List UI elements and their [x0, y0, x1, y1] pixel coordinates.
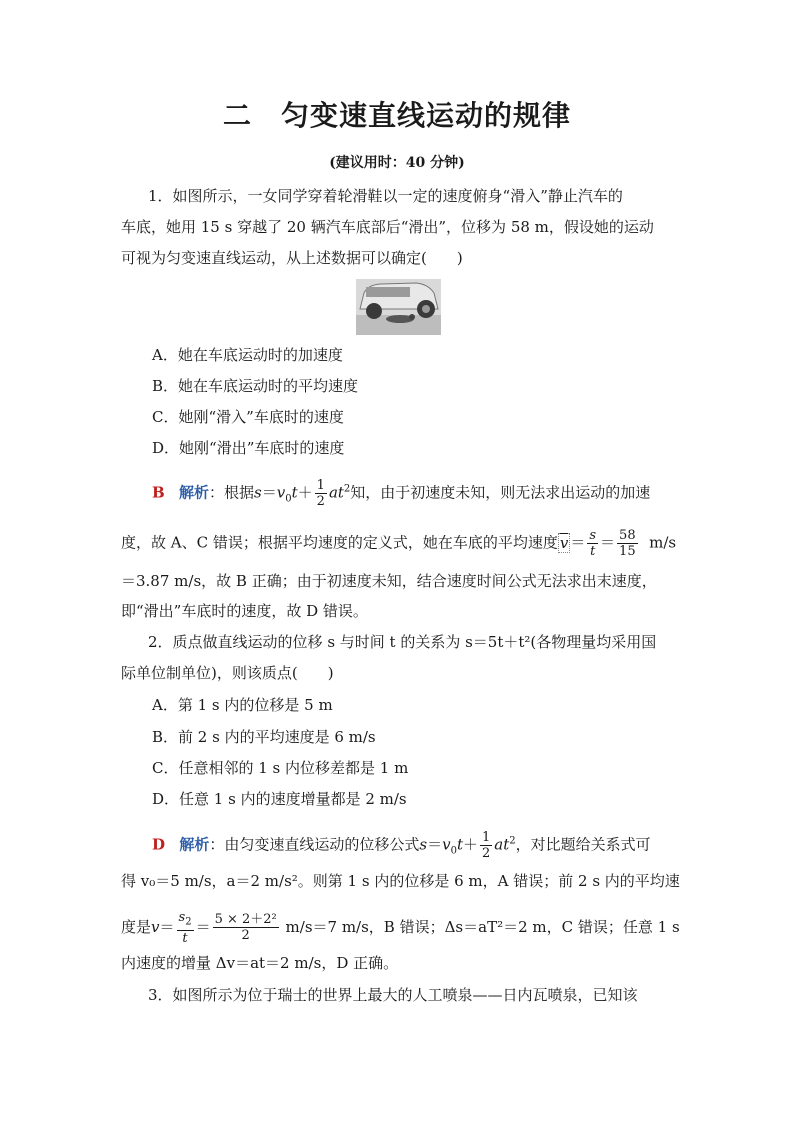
q1-stem-line-2: 车底，她用 15 s 穿越了 20 辆汽车底部后“滑出”，位移为 58 m，假设她的运动: [121, 218, 654, 236]
q1-analysis-text: ：根据: [209, 483, 255, 502]
page-title: 二 匀变速直线运动的规律: [222, 99, 571, 132]
q2-option-d: D．任意 1 s 内的速度增量都是 2 m/s: [152, 790, 407, 808]
q1-analysis-line-4: 即“滑出”车底时的速度，故 D 错误。: [121, 602, 368, 620]
q1-stem-line-1: 1．如图所示，一女同学穿着轮滑鞋以一定的速度俯身“滑入”静止汽车的: [148, 187, 623, 205]
s2-over-t-fraction: $\frac{s_2}{t}$: [178, 910, 192, 946]
q2-stem-line-1: 2．质点做直线运动的位移 s 与时间 t 的关系为 s＝5t＋t²(各物理量均采用国: [148, 633, 657, 651]
suggested-time: (建议用时：40 分钟): [329, 155, 465, 171]
half-fraction: $\frac{1}{2}$: [316, 478, 325, 509]
half-fraction: $\frac{1}{2}$: [481, 830, 491, 861]
q2-answer: D: [152, 835, 166, 854]
q2-analysis-text: 度是: [121, 917, 152, 936]
q2-analysis-text: ，对比题给关系式可: [515, 835, 651, 854]
s-over-t-fraction: $\frac{s}{t}$: [589, 528, 597, 559]
q2-analysis-label: 解析: [179, 835, 210, 854]
q2-analysis-line-4: 内速度的增量 Δv＝at＝2 m/s，D 正确。: [121, 954, 399, 972]
skater-under-car-photo: [356, 279, 441, 335]
q2-analysis-line-1: D 解析：由匀变速直线运动的位移公式$s=v_0t+$ $\frac{1}{2}$ $at^2$，对比题给关系式可: [152, 830, 651, 861]
q1-option-d: D．她刚“滑出”车底时的速度: [152, 439, 345, 457]
q1-unit: m/s: [649, 533, 677, 552]
q1-analysis-text: 度，故 A、C 错误；根据平均速度的定义式，她在车底的平均速度: [121, 533, 558, 552]
q1-analysis-label: 解析: [179, 483, 210, 502]
q1-analysis-line-3: ＝3.87 m/s，故 B 正确；由于初速度未知，结合速度时间公式无法求出末速度，: [121, 572, 657, 590]
q1-answer: B: [152, 483, 165, 502]
q2-option-b: B．前 2 s 内的平均速度是 6 m/s: [152, 728, 376, 746]
q3-stem-line-1: 3．如图所示为位于瑞士的世界上最大的人工喷泉——日内瓦喷泉，已知该: [148, 986, 638, 1004]
q1-analysis-line-2: 度，故 A、C 错误；根据平均速度的定义式，她在车底的平均速度 $\overline{v}$ ＝ $\frac{s}{t}$ ＝ $\frac{58}{15}$ m/s: [121, 528, 677, 559]
q2-option-a: A．第 1 s 内的位移是 5 m: [152, 696, 333, 714]
q1-option-a: A．她在车底运动时的加速度: [152, 346, 343, 364]
q1-analysis-line-1: B 解析：根据$s=v_0t+$ $\frac{1}{2}$ $at^2$知，由于初速度未知，则无法求出运动的加速: [152, 478, 651, 509]
q2-stem-line-2: 际单位制单位)，则该质点( ): [121, 664, 334, 682]
q1-stem-line-3: 可视为匀变速直线运动，从上述数据可以确定( ): [121, 249, 463, 267]
q1-speed-fraction: $\frac{58}{15}$: [619, 528, 636, 559]
q1-option-b: B．她在车底运动时的平均速度: [152, 377, 359, 395]
q1-analysis-text: 知，由于初速度未知，则无法求出运动的加速: [350, 483, 651, 502]
q1-option-c: C．她刚“滑入”车底时的速度: [152, 408, 344, 426]
q2-analysis-text: ：由匀变速直线运动的位移公式: [209, 835, 420, 854]
q2-speed-fraction: $\frac{\text{5 × 2＋2²}}{2}$: [214, 912, 277, 944]
q2-analysis-line-3: 度是v＝ $\frac{s_2}{t}$ ＝ $\frac{\text{5 × 2＋2²}}{2}$ m/s＝7 m/s，B 错误；Δs＝aT²＝2 m，C 错误；任意 1 s: [121, 910, 680, 946]
q2-option-c: C．任意相邻的 1 s 内位移差都是 1 m: [152, 759, 409, 777]
q2-analysis-line-2: 得 v₀＝5 m/s，a＝2 m/s²。则第 1 s 内的位移是 6 m，A 错误；前 2 s 内的平均速: [121, 872, 680, 890]
q2-analysis-text: m/s＝7 m/s，B 错误；Δs＝aT²＝2 m，C 错误；任意 1 s: [285, 917, 680, 936]
